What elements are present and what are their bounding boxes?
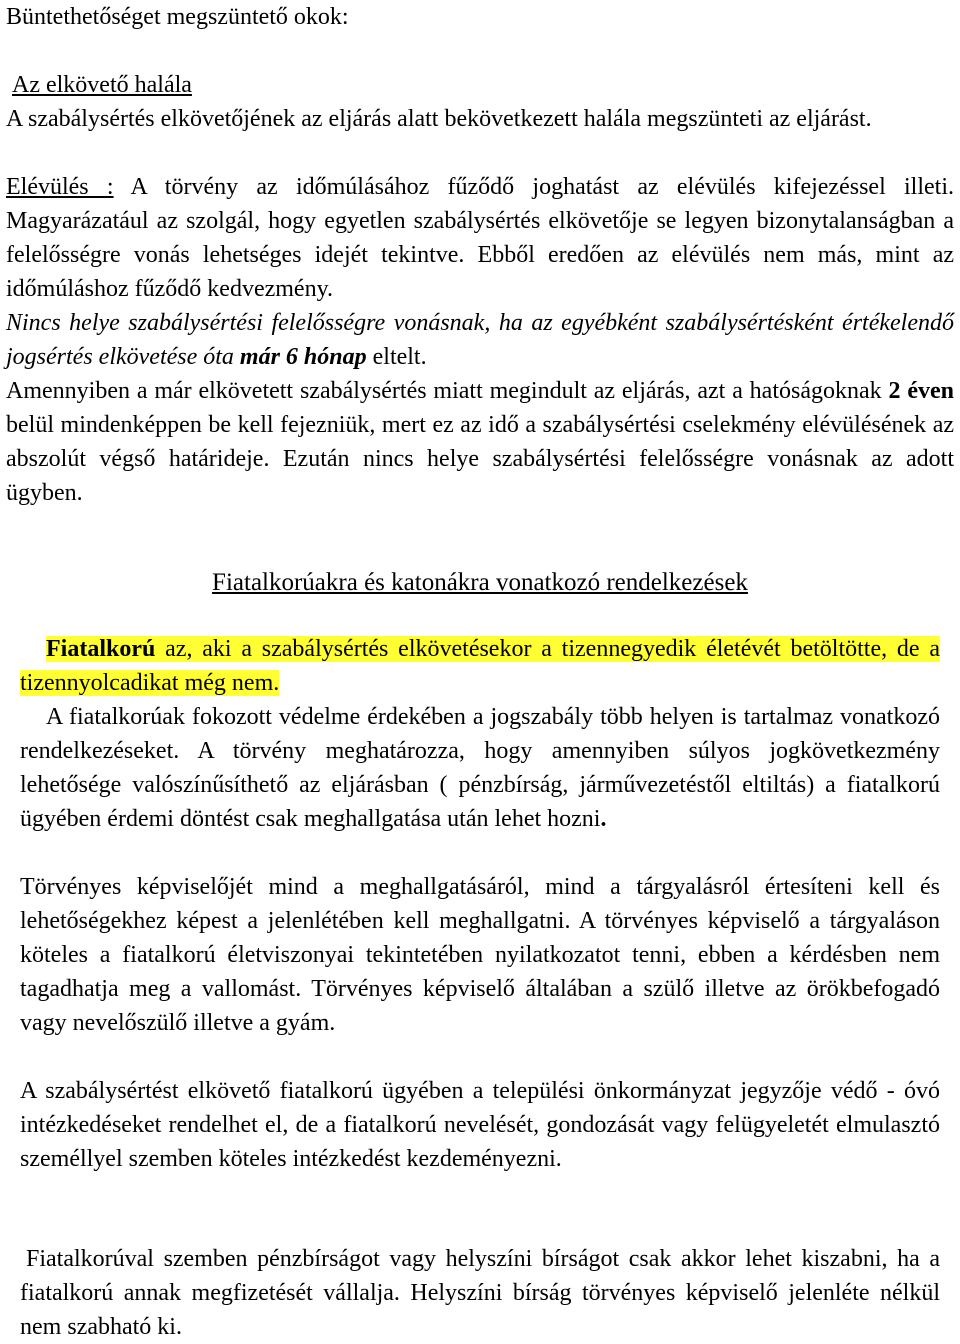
paragraph-2: Törvényes képviselőjét mind a meghallgatásáról, mind a tárgyalásról értesíteni kell és lehetőségekhez képest a jelenlétében kell meghallgatni. A törvényes képviselő a tárgyaláson köteles a fiatalkorú életviszonyai tekintetében nyilatkozatot tenni, ebben a kérdésben nem tagadhatja meg a vallomást. Törvényes képviselő általában a szülő illetve az örökbefogadó vagy nevelőszülő illetve a gyám. <box>20 874 940 1036</box>
amenny-text-1: Amennyiben a már elkövetett szabálysértés miatt megindult az eljárás, azt a hatóságoknak <box>6 378 882 404</box>
paragraph-3: A szabálysértést elkövető fiatalkorú ügyében a települési önkormányzat jegyzője védő - óvó intézkedéseket rendelhet el, de a fiatalkorú nevelését, gondozását vagy felügyeletét elmulasztó személlyel szemben köteles intézkedést kezdeményezni. <box>20 1078 940 1172</box>
lapse-text-2: Magyarázatául az szolgál, hogy egyetlen szabálysértés elkövetője se legyen bizonytalanságban a felelősségre vonás lehetséges idejét tekintve. <box>6 208 954 268</box>
paragraph-4 <box>20 1242 940 1344</box>
amenny-text-3: Ezután nincs helye szabálysértési felelősségre vonásnak az adott ügyben. <box>6 446 955 506</box>
definition-paragraph <box>20 632 940 700</box>
italic-end: eltelt. <box>372 344 427 370</box>
amenny-text-2: belül mindenképpen be kell fejezniük, mert ez az idő a szabálysértési cselekmény elévülésének az abszolút végső határideje. <box>6 412 954 472</box>
amennyiben-paragraph <box>6 374 954 510</box>
death-paragraph <box>6 68 954 136</box>
lapse-text-3: Ebből eredően az elévülés nem más, mint az időmúláshoz fűződő kedvezmény. <box>6 242 954 302</box>
section-title: Büntethetőséget megszüntető okok: <box>6 4 349 30</box>
paragraph-4-text: Fiatalkorúval szemben pénzbírságot vagy helyszíni bírságot csak akkor lehet kiszabni, ha a fiatalkorú annak megfizetését vállalja. Helyszíni bírság törvényes képviselő jelenléte nélkül nem szabható ki. <box>20 1246 940 1340</box>
amenny-bold: 2 éven <box>888 378 955 404</box>
italic-bold: már 6 hónap <box>239 344 367 370</box>
lapse-text: A törvény az időmúlásához fűződő joghatást az elévülés kifejezéssel illeti. <box>130 174 954 200</box>
death-text: A szabálysértés elkövetőjének az eljárás alatt bekövetkezett halála megszünteti az eljárást. <box>6 106 872 132</box>
lapse-label: Elévülés : <box>6 174 114 200</box>
italic-text: Nincs helye szabálysértési felelősségre vonásnak, ha az egyébként szabálysértésként értékelendő jogsértés elkövetése óta <box>6 310 954 370</box>
paragraph-1 <box>20 700 940 836</box>
italic-paragraph <box>6 306 954 374</box>
lapse-paragraph <box>6 170 954 306</box>
paragraph-1-dot: . <box>600 806 607 832</box>
definition-bold: Fiatalkorú <box>46 636 156 662</box>
heading-death: Az elkövető halála <box>12 72 192 98</box>
paragraph-1-text: A fiatalkorúak fokozott védelme érdekében a jogszabály több helyen is tartalmaz vonatkozó rendelkezéseket. A törvény meghatározza, hogy amennyiben súlyos jogkövetkezmény lehetősége valószínűsíthető az eljárásban ( pénzbírság, járművezetéstől eltiltás) a fiatalkorú ügyében érdemi döntést csak meghallgatása után lehet hozni <box>20 704 940 832</box>
section2-heading: Fiatalkorúakra és katonákra vonatkozó rendelkezések <box>212 569 748 596</box>
definition-text: az, aki a szabálysértés elkövetésekor a tizennegyedik életévét betöltötte, de a tizennyolcadikat még nem. <box>20 636 941 696</box>
